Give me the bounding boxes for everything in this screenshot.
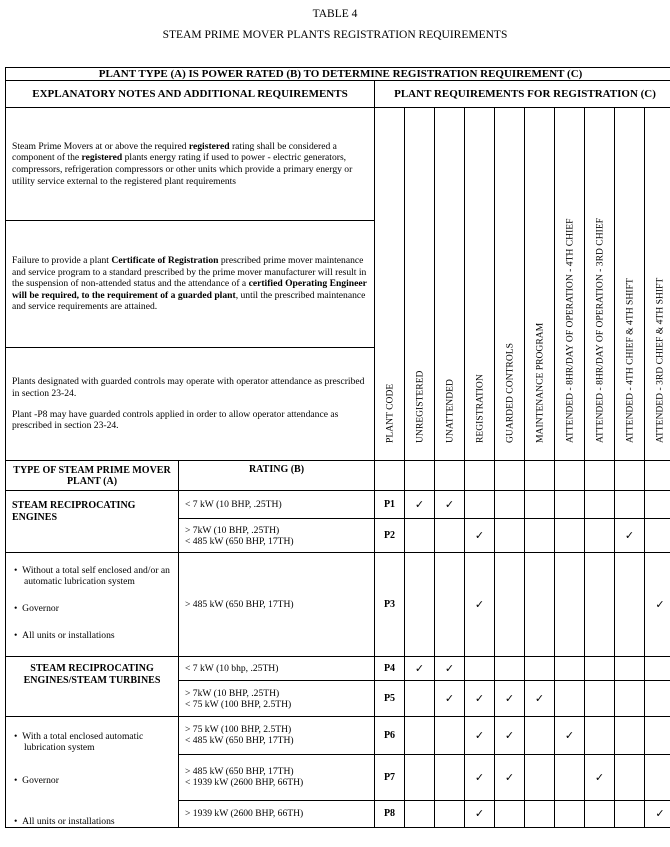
check-mark: ✓ [465,519,495,553]
plant-code: P6 [375,717,405,755]
check-mark: ✓ [615,519,645,553]
check-mark: ✓ [495,681,525,717]
check-mark: ✓ [405,657,435,681]
check-mark: ✓ [525,681,555,717]
rating-cell [179,717,375,755]
plant-code: P3 [375,553,405,657]
col-header-attended-4th-chief-4th-shift: ATTENDED - 4TH CHIEF & 4TH SHIFT [615,108,645,461]
check-mark: ✓ [435,657,465,681]
plant-code: P5 [375,681,405,717]
rating-cell [179,800,375,827]
rating-cell [179,754,375,800]
check-mark: ✓ [435,491,465,519]
table-row [6,657,670,681]
rating-cell [179,553,375,657]
table-title: STEAM PRIME MOVER PLANTS REGISTRATION REQUIREMENTS [162,29,508,41]
rating-line: < 485 kW (650 BHP, 17TH) [185,535,294,547]
plant-code: P4 [375,657,405,681]
note-registered-rating: Steam Prime Movers at or above the required registered rating shall be considered a component of the registered plants energy rating if used to power - electric generators, compressors, refrigeration compressors or other units which provide a primary energy or utility service external to the registered plant requirements [6,108,375,221]
check-mark: ✓ [495,754,525,800]
check-mark: ✓ [465,717,495,755]
requirements-header: PLANT REQUIREMENTS FOR REGISTRATION (C) [375,81,670,108]
check-mark: ✓ [465,553,495,657]
bullet-item: • All units or installations [14,816,115,827]
col-header-plant-code: PLANT CODE [375,108,405,461]
bullet-item: • All units or installations [14,630,115,641]
plant-code: P7 [375,754,405,800]
type-header: TYPE OF STEAM PRIME MOVER PLANT (A) [6,461,179,491]
group-bullets-2 [6,717,179,828]
col-header-attended-8hr-4th-chief: ATTENDED - 8HR/DAY OF OPERATION - 4TH CHIEF [555,108,585,461]
rating-header: RATING (B) [179,461,375,491]
check-mark: ✓ [555,717,585,755]
plant-code: P1 [375,491,405,519]
bullet-item: • Governor [14,775,59,786]
col-header-attended-3rd-chief-4th-shift: ATTENDED - 3RD CHIEF & 4TH SHIFT [645,108,670,461]
group-steam-reciprocating-engines: STEAM RECIPROCATING ENGINES [6,491,179,553]
bullet-item: • With a total enclosed automatic lubrication system [14,731,144,753]
col-header-unregistered: UNREGISTERED [405,108,435,461]
check-mark: ✓ [405,491,435,519]
col-header-registration: REGISTRATION [465,108,495,461]
rating-line: < 75 kW (100 BHP, 2.5TH) [185,698,292,710]
notes-header: EXPLANATORY NOTES AND ADDITIONAL REQUIREMENTS [6,81,375,108]
group-steam-engines-turbines: STEAM RECIPROCATING ENGINES/STEAM TURBINES [6,657,179,717]
rating-line: > 75 kW (100 BHP, 2.5TH) [185,724,292,736]
note-guarded-controls: Plants designated with guarded controls may operate with operator attendance as prescribed in section 23-24. Plant -P8 may have guarded controls applied in order to allow operator attendance as prescribed in section 23-24. [6,348,375,461]
group-bullets-1 [6,553,179,657]
registration-table [5,67,670,828]
rating-line: > 485 kW (650 BHP, 17TH) [185,599,294,610]
table-row [6,553,670,657]
col-header-guarded-controls: GUARDED CONTROLS [495,108,525,461]
col-header-maintenance-program: MAINTENANCE PROGRAM [525,108,555,461]
check-mark: ✓ [495,717,525,755]
table-number: TABLE 4 [312,8,358,20]
check-mark: ✓ [465,681,495,717]
rating-line: > 7kW (10 BHP, .25TH) [185,687,280,699]
check-mark: ✓ [465,754,495,800]
check-mark: ✓ [585,754,615,800]
rating-line: < 1939 kW (2600 BHP, 66TH) [185,777,304,789]
bullet-item: • Governor [14,603,59,614]
table-row [6,491,670,519]
rating-line: > 1939 kW (2600 BHP, 66TH) [185,808,304,820]
check-mark: ✓ [435,681,465,717]
rating-cell [179,491,375,519]
plant-code: P2 [375,519,405,553]
rating-line: < 7 kW (10 BHP, .25TH) [185,499,282,510]
rating-line: < 485 kW (650 BHP, 17TH) [185,735,294,747]
rating-line: > 7kW (10 BHP, .25TH) [185,524,280,536]
plant-code: P8 [375,800,405,827]
bullet-item: • Without a total self enclosed and/or an automatic lubrication system [14,565,170,587]
check-mark: ✓ [645,800,670,827]
rating-line: < 7 kW (10 bhp, .25TH) [185,663,279,674]
rating-cell [179,657,375,681]
banner: PLANT TYPE (A) IS POWER RATED (B) TO DETERMINE REGISTRATION REQUIREMENT (C) [6,68,670,81]
col-header-unattended: UNATTENDED [435,108,465,461]
rating-cell [179,681,375,717]
note-certificate: Failure to provide a plant Certificate of Registration prescribed prime mover maintenance and service program to a standard prescribed by the prime mover manufacturer will result in the suspension of non-attended status and the attendance of a certified Operating Engineer will be required, to the requirement of a guarded plant, until the prescribed maintenance and service requirements are attained. [6,221,375,348]
rating-cell [179,519,375,553]
check-mark: ✓ [465,800,495,827]
rating-line: > 485 kW (650 BHP, 17TH) [185,766,294,778]
table-row [6,717,670,755]
col-header-attended-8hr-3rd-chief: ATTENDED - 8HR/DAY OF OPERATION - 3RD CHIEF [585,108,615,461]
check-mark: ✓ [645,553,670,657]
